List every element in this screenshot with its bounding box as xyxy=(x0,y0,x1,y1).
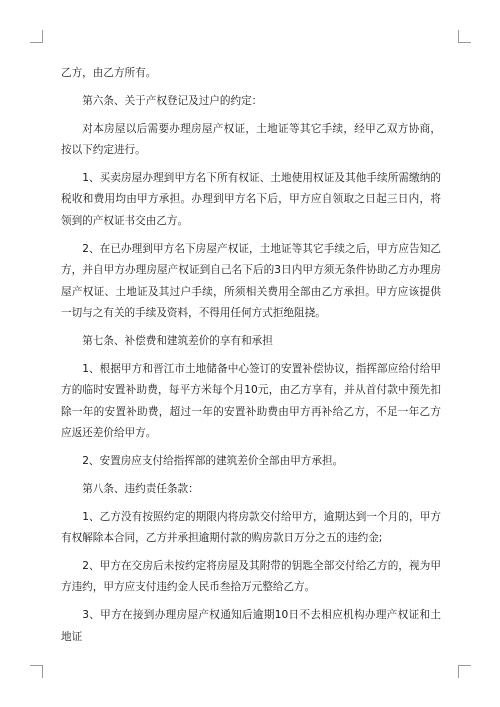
article-8-clause-2: 2、甲方在交房后未按约定将房屋及其附带的钥匙全部交付给乙方的，视为甲方违约，甲方应支付违约金人民币叁拾万元整给乙方。 xyxy=(61,559,441,594)
article-6-clause-1: 1、买卖房屋办理到甲方名下所有权证、土地使用权证及其他手续所需缴纳的税收和费用均由甲方承担。办理到甲方名下后，甲方应自领取之日起三日内，将领到的产权证书交由乙方。 xyxy=(61,171,441,227)
article-6-heading: 第六条、关于产权登记及过户的约定： xyxy=(82,94,263,107)
crop-mark-top-left xyxy=(30,30,43,43)
document-body xyxy=(61,63,441,655)
crop-mark-bottom-right xyxy=(458,665,471,678)
article-6-clause-2: 2、在已办理到甲方名下房屋产权证，土地证等其它手续之后，甲方应告知乙方，并自甲方办理房屋产权证到自己名下后的3日内甲方须无条件协助乙方办理房屋产权证、土地证及其过户手续，所须相关费用全部由乙方承担。甲方应该提供一切与之有关的手续及资料，不得用任何方式拒绝阻挠。 xyxy=(61,242,441,320)
article-6-intro: 对本房屋以后需要办理房屋产权证，土地证等其它手续，经甲乙双方协商，按以下约定进行。 xyxy=(61,122,441,157)
article-7-heading: 第七条、补偿费和建筑差价的享有和承担 xyxy=(82,334,273,347)
paragraph-continuation: 乙方，由乙方所有。 xyxy=(61,67,157,79)
article-7-clause-1: 1、根据甲方和晋江市土地储备中心签订的安置补偿协议，指挥部应给付给甲方的临时安置补助费，每平方米每个月10元，由乙方享有，并从首付款中预先扣除一年的安置补助费，超过一年的安置补助费由甲方再补给乙方，不足一年乙方应返还差价给甲方。 xyxy=(61,362,441,440)
article-8-heading: 第八条、违约责任条款： xyxy=(82,482,199,495)
crop-mark-bottom-left xyxy=(30,665,43,678)
article-8-clause-1: 1、乙方没有按照约定的期限内将房款交付给甲方，逾期达到一个月的，甲方有权解除本合同，乙方并承担逾期付款的购房款日万分之五的违约金; xyxy=(61,510,441,545)
article-8-clause-3: 3、甲方在接到办理房屋产权通知后逾期10日不去相应机构办理产权证和土地证 xyxy=(61,609,441,643)
article-7-clause-2: 2、安置房应支付给指挥部的建筑差价全部由甲方承担。 xyxy=(82,455,344,468)
crop-mark-top-right xyxy=(458,30,471,43)
